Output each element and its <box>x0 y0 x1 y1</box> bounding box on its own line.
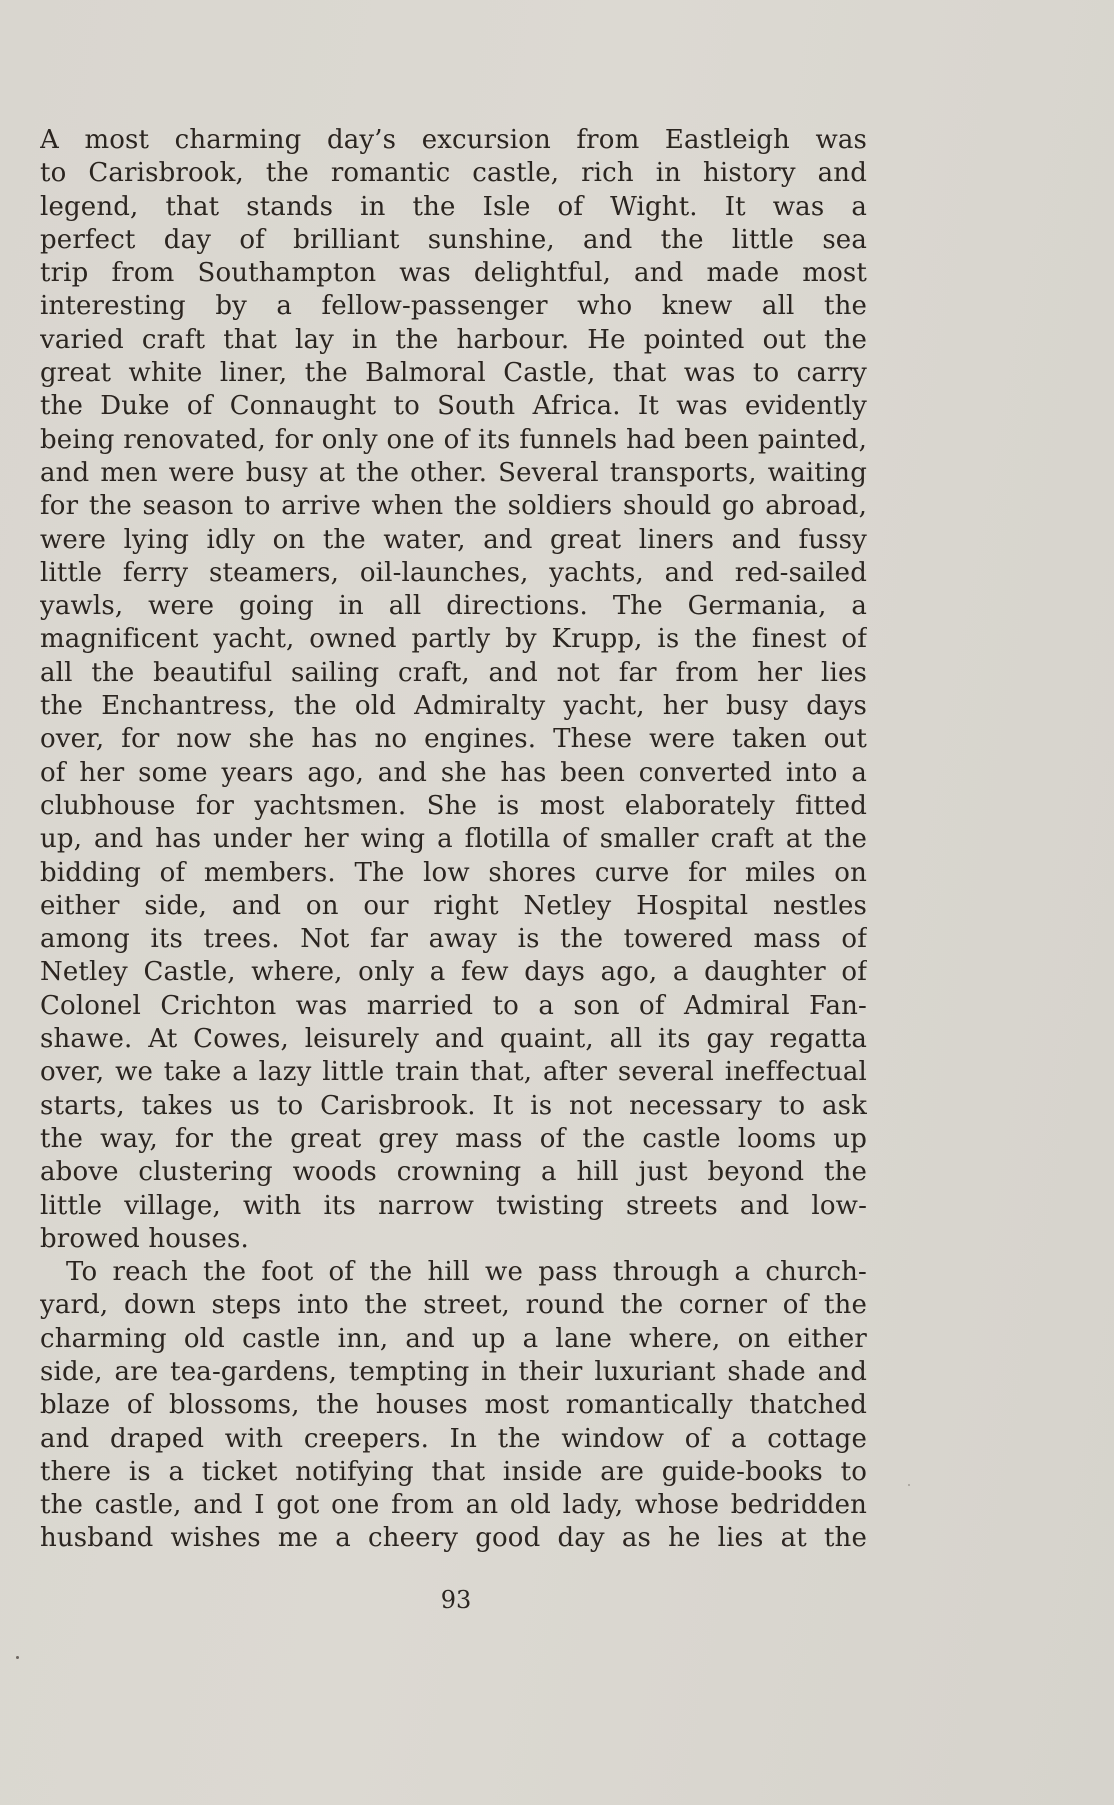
text-line: magnificent yacht, owned partly by Krupp, is the finest of <box>40 624 867 655</box>
text-line: A most charming day’s excursion from Eastleigh was <box>40 125 867 155</box>
text-line: over, we take a lazy little train that, after several ineffectual <box>40 1057 867 1088</box>
text-line: all the beautiful sailing craft, and not far from her lies <box>40 657 867 688</box>
text-line: yard, down steps into the street, round the corner of the <box>40 1290 867 1321</box>
text-line: the Enchantress, the old Admiralty yacht, her busy days <box>40 691 867 722</box>
text-line: perfect day of brilliant sunshine, and the little sea <box>40 224 867 255</box>
text-line: starts, takes us to Carisbrook. It is not necessary to ask <box>40 1090 867 1121</box>
text-line: the Duke of Connaught to South Africa. It was evidently <box>40 391 867 422</box>
text-line: little village, with its narrow twisting streets and low- <box>40 1190 867 1221</box>
text-line: either side, and on our right Netley Hospital nestles <box>40 890 867 921</box>
text-line: Netley Castle, where, only a few days ago, a daughter of <box>40 957 867 988</box>
text-line: shawe. At Cowes, leisurely and quaint, all its gay regatta <box>40 1024 867 1055</box>
text-line: little ferry steamers, oil-launches, yachts, and red-sailed <box>40 557 867 588</box>
paper-speck <box>908 1484 910 1486</box>
text-line: great white liner, the Balmoral Castle, that was to carry <box>40 358 867 389</box>
text-line: and men were busy at the other. Several transports, waiting <box>40 457 867 488</box>
text-line: for the season to arrive when the soldiers should go abroad, <box>40 491 867 522</box>
text-line: among its trees. Not far away is the towered mass of <box>40 924 867 955</box>
text-line: trip from Southampton was delightful, and made most <box>40 258 867 289</box>
body-text <box>40 124 867 1556</box>
text-line: there is a ticket notifying that inside are guide-books to <box>40 1456 867 1487</box>
text-line: above clustering woods crowning a hill just beyond the <box>40 1157 867 1188</box>
text-line: the way, for the great grey mass of the castle looms up <box>40 1123 867 1154</box>
text-line: over, for now she has no engines. These were taken out <box>40 724 867 755</box>
page-number: 93 <box>440 1586 472 1614</box>
text-line: legend, that stands in the Isle of Wight. It was a <box>40 191 867 222</box>
paper-speck <box>16 1656 19 1659</box>
text-line: clubhouse for yachtsmen. She is most elaborately fitted <box>40 790 867 821</box>
text-line: the castle, and I got one from an old lady, whose bedridden <box>40 1490 867 1521</box>
text-line: charming old castle inn, and up a lane where, on either <box>40 1323 867 1354</box>
text-line: bidding of members. The low shores curve for miles on <box>40 857 867 888</box>
text-line: to Carisbrook, the romantic castle, rich in history and <box>40 158 867 189</box>
text-line: varied craft that lay in the harbour. He pointed out the <box>40 324 867 355</box>
text-line: yawls, were going in all directions. The Germania, a <box>40 591 867 622</box>
text-line: To reach the foot of the hill we pass through a church- <box>66 1257 867 1288</box>
text-line: blaze of blossoms, the houses most romantically thatched <box>40 1390 867 1421</box>
text-line: of her some years ago, and she has been converted into a <box>40 757 867 788</box>
text-line: up, and has under her wing a flotilla of smaller craft at the <box>40 824 867 855</box>
text-line: husband wishes me a cheery good day as he lies at the <box>40 1523 867 1554</box>
text-line: interesting by a fellow-passenger who knew all the <box>40 291 867 322</box>
text-line: were lying idly on the water, and great liners and fussy <box>40 524 867 555</box>
text-line: side, are tea-gardens, tempting in their luxuriant shade and <box>40 1356 867 1387</box>
text-line: and draped with creepers. In the window of a cottage <box>40 1423 867 1454</box>
text-line: browed houses. <box>40 1223 249 1254</box>
text-line: being renovated, for only one of its funnels had been painted, <box>40 424 867 455</box>
text-line: Colonel Crichton was married to a son of Admiral Fan- <box>40 990 867 1021</box>
